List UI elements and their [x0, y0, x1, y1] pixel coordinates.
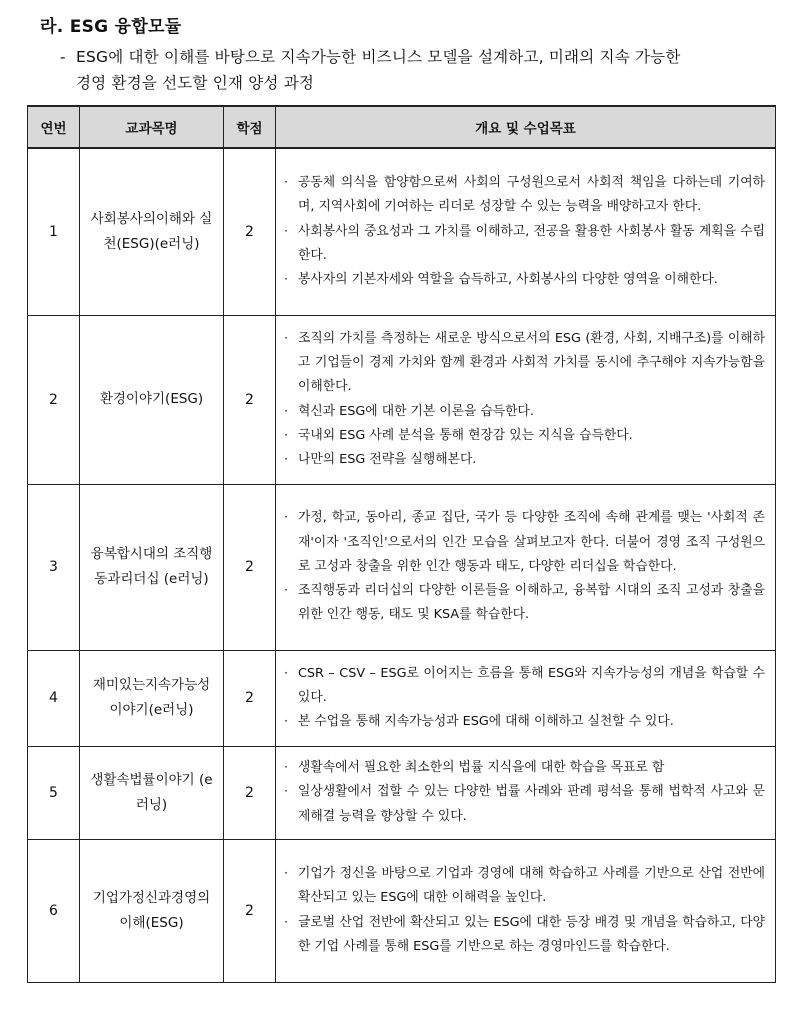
bullet: ·	[284, 914, 289, 930]
row-no: 6	[28, 839, 80, 982]
item-text: 봉사자의 기본자세와 역할을 습득하고, 사회봉사의 다양한 영역을 이해한다.	[298, 272, 718, 288]
row-description	[276, 650, 776, 746]
row-credit: 2	[224, 650, 276, 746]
header-description: 개요 및 수업목표	[276, 106, 776, 148]
row-course-name: 기업가정신과경영의 이해(ESG)	[80, 839, 224, 982]
row-course-name: 융복합시대의 조직행동과리더십 (e러닝)	[80, 484, 224, 650]
item-text: 공동체 의식을 함양함으로써 사회의 구성원으로서 사회적 책임을 다하는데 기여하며, 지역사회에 기여하는 리더로 성장할 수 있는 능력을 배양하고자 한다.	[298, 175, 765, 215]
list-item	[284, 662, 765, 711]
item-text: 혁신과 ESG에 대한 기본 이론을 습득한다.	[298, 403, 534, 419]
row-description	[276, 746, 776, 839]
bullet: ·	[284, 583, 289, 599]
table-row	[28, 650, 776, 746]
intro-dash: -	[60, 48, 66, 66]
row-credit: 2	[224, 746, 276, 839]
item-text: 조직의 가치를 측정하는 새로운 방식으로서의 ESG (환경, 사회, 지배구조)를 이해하고 기업들이 경제 가치와 함께 환경과 사회적 가치를 동시에 추구해야 지속가능함을 이해한다.	[298, 330, 765, 395]
row-credit: 2	[224, 839, 276, 982]
table-header-row	[28, 106, 776, 148]
list-item	[284, 400, 765, 424]
bullet: ·	[284, 272, 289, 288]
bullet: ·	[284, 784, 289, 800]
list-item	[284, 506, 765, 579]
item-text: 일상생활에서 접할 수 있는 다양한 법률 사례와 판례 평석을 통해 법학적 사고와 문제해결 능력을 향상할 수 있다.	[298, 784, 765, 824]
bullet: ·	[284, 510, 289, 526]
table-row	[28, 148, 776, 315]
intro-line-1: ESG에 대한 이해를 바탕으로 지속가능한 비즈니스 모델을 설계하고, 미래의 지속 가능한	[76, 48, 681, 66]
item-text: 기업가 정신을 바탕으로 기업과 경영에 대해 학습하고 사례를 기반으로 산업 전반에 확산되고 있는 ESG에 대한 이해력을 높인다.	[298, 865, 765, 906]
list-item	[284, 448, 765, 472]
bullet: ·	[284, 223, 289, 239]
table-row	[28, 484, 776, 650]
row-no: 4	[28, 650, 80, 746]
bullet: ·	[284, 452, 289, 468]
table-row	[28, 315, 776, 484]
list-item	[284, 424, 765, 448]
list-item	[284, 780, 765, 829]
row-no: 2	[28, 315, 80, 484]
bullet: ·	[284, 175, 289, 190]
item-text: 글로벌 산업 전반에 확산되고 있는 ESG에 대한 등장 배경 및 개념을 학습하고, 다양한 기업 사례를 통해 ESG를 기반으로 하는 경영마인드를 학습한다.	[298, 914, 765, 954]
list-item	[284, 220, 765, 269]
header-no: 연번	[28, 106, 80, 148]
list-item	[284, 710, 765, 734]
row-description	[276, 839, 776, 982]
row-course-name: 재미있는지속가능성 이야기(e러닝)	[80, 650, 224, 746]
item-text: 조직행동과 리더십의 다양한 이론들을 이해하고, 융복합 시대의 조직 고성과 창출을 위한 인간 행동, 태도 및 KSA를 학습한다.	[298, 583, 765, 623]
row-course-name: 생활속법률이야기 (e러닝)	[80, 746, 224, 839]
item-text: 나만의 ESG 전략을 실행해본다.	[298, 452, 477, 468]
item-text: 사회봉사의 중요성과 그 가치를 이해하고, 전공을 활용한 사회봉사 활동 계획을 수립한다.	[298, 223, 765, 263]
list-item	[284, 862, 765, 911]
list-item	[284, 268, 765, 292]
header-credit: 학점	[224, 106, 276, 148]
row-description	[276, 315, 776, 484]
section-title: 라. ESG 융합모듈	[40, 17, 182, 37]
row-no: 5	[28, 746, 80, 839]
bullet: ·	[284, 403, 289, 419]
bullet: ·	[284, 330, 289, 346]
bullet: ·	[284, 760, 289, 776]
bullet: ·	[284, 865, 289, 881]
row-course-name: 사회봉사의이해와 실천(ESG)(e러닝)	[80, 148, 224, 315]
bullet: ·	[284, 665, 289, 681]
course-table	[27, 105, 776, 983]
row-credit: 2	[224, 148, 276, 315]
list-item	[284, 756, 765, 780]
row-credit: 2	[224, 315, 276, 484]
section-intro	[60, 44, 780, 96]
table-row	[28, 839, 776, 982]
row-description	[276, 148, 776, 315]
intro-line-2: 경영 환경을 선도할 인재 양성 과정	[76, 74, 315, 92]
row-no: 1	[28, 148, 80, 315]
row-credit: 2	[224, 484, 276, 650]
list-item	[284, 327, 765, 400]
item-text: CSR – CSV – ESG로 이어지는 흐름을 통해 ESG와 지속가능성의 개념을 학습할 수 있다.	[298, 665, 765, 705]
item-text: 국내외 ESG 사례 분석을 통해 현장감 있는 지식을 습득한다.	[298, 427, 633, 443]
list-item	[284, 171, 765, 220]
list-item	[284, 911, 765, 960]
row-description	[276, 484, 776, 650]
bullet: ·	[284, 714, 289, 730]
bullet: ·	[284, 427, 289, 443]
header-course-name: 교과목명	[80, 106, 224, 148]
row-no: 3	[28, 484, 80, 650]
list-item	[284, 579, 765, 628]
table-row	[28, 746, 776, 839]
row-course-name: 환경이야기(ESG)	[80, 315, 224, 484]
item-text: 생활속에서 필요한 최소한의 법률 지식을에 대한 학습을 목표로 함	[298, 760, 665, 776]
item-text: 본 수업을 통해 지속가능성과 ESG에 대해 이해하고 실천할 수 있다.	[298, 714, 674, 730]
item-text: 가정, 학교, 동아리, 종교 집단, 국가 등 다양한 조직에 속해 관계를 맺는 '사회적 존재'이자 '조직인'으로서의 인간 모습을 살펴보고자 한다. 더불어 경영 조직 구성원으로 고성과 창출을 위한 인간 행동과 태도, 다양한 리더십을 학습한다.	[298, 510, 765, 574]
